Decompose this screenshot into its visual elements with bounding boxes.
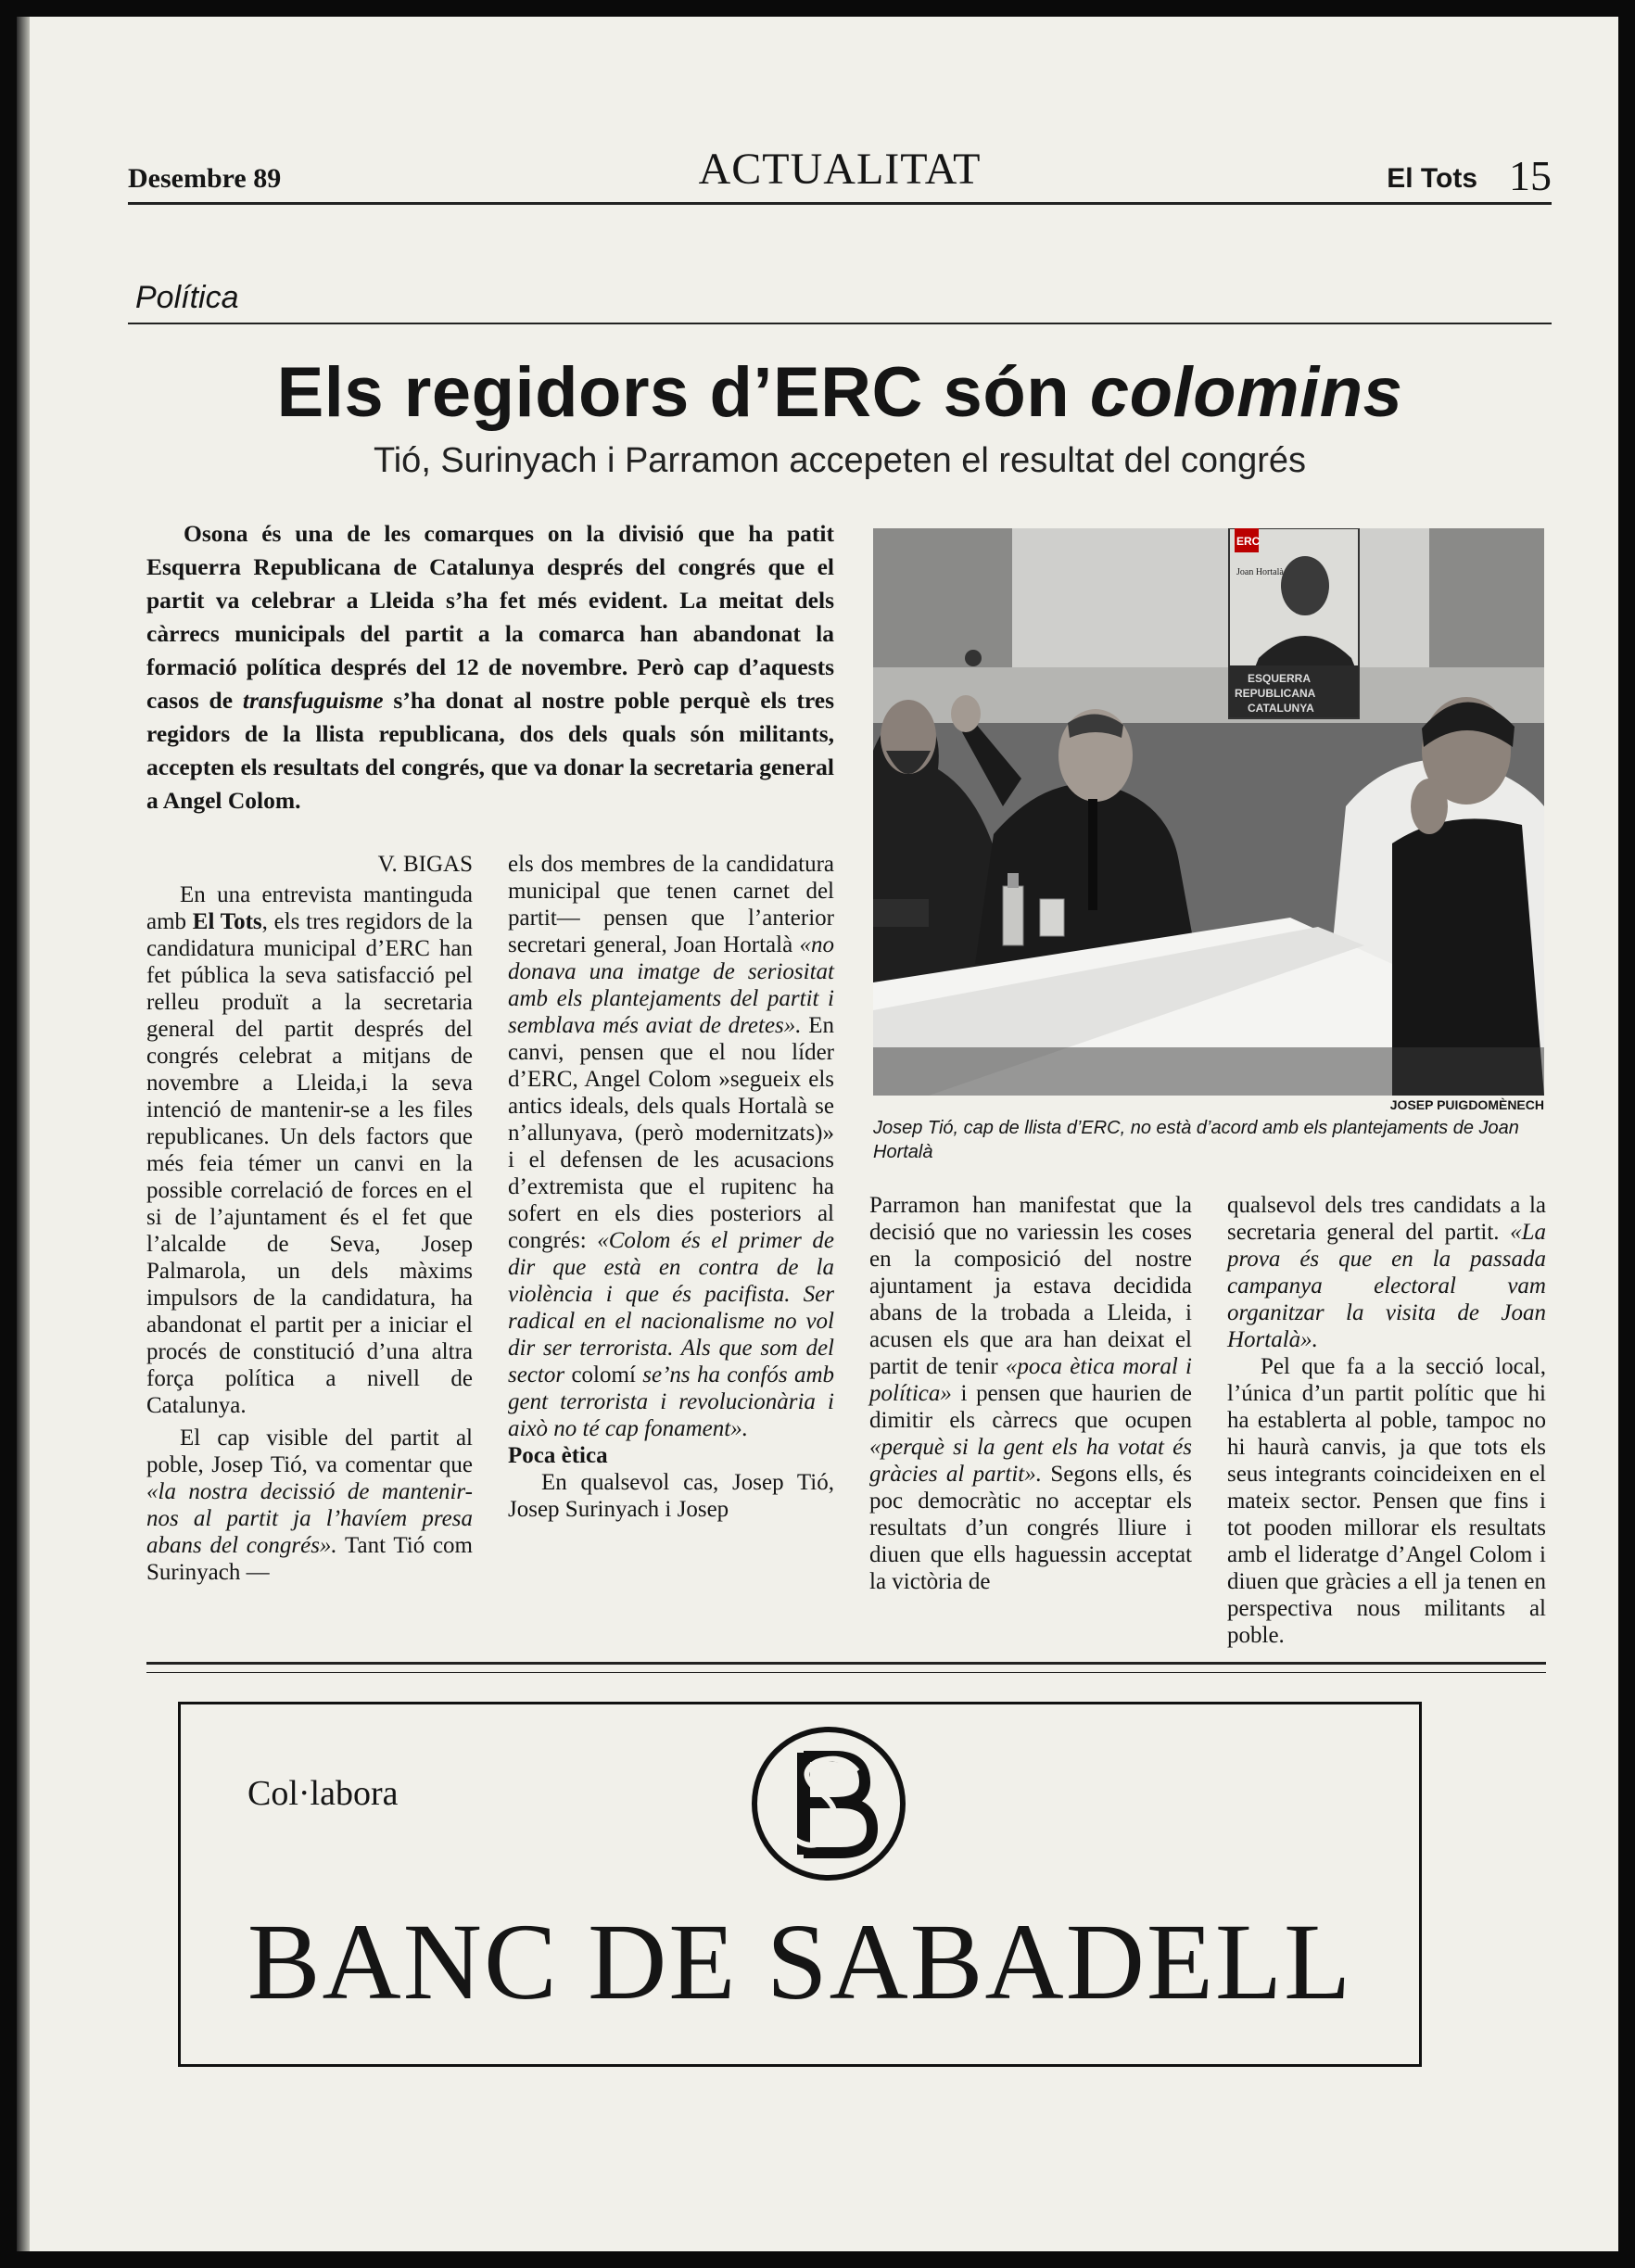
page-number: 15 — [1509, 152, 1552, 199]
paragraph-text: qualsevol dels tres candidats a la secretaria general del partit. — [1227, 1193, 1546, 1245]
quote: «La prova és que en la passada campanya electoral vam organitzar la visita de Joan Hortalà». — [1227, 1220, 1546, 1352]
paragraph-bold: El Tots — [192, 909, 262, 934]
bank-logo-icon — [750, 1725, 907, 1882]
paragraph-text: Segons ells, és poc democràtic no acceptar els resultats d’un congrés lliure i diuen que ells haguessin acceptat la victòria de — [869, 1462, 1193, 1594]
magazine-page — [17, 17, 1618, 2251]
lead-italic: transfuguisme — [242, 687, 384, 714]
article-headline — [128, 352, 1552, 433]
paragraph-text: Tant Tió com Surinyach — — [146, 1533, 474, 1585]
paragraph-text: colomí — [564, 1362, 643, 1387]
column-4 — [1227, 1192, 1546, 1649]
subheading: Poca ètica — [508, 1443, 608, 1468]
lead-text: Osona és una de les comarques on la divisió que ha patit Esquerra Republicana de Catalunya després del congrés que el partit va celebrar a Lleida s’ha fet més evident. La meitat dels càrrecs municipals del partit a la comarca han abandonat la formació política després del 12 de novembre. Però cap d’aquests casos de — [146, 520, 834, 714]
quote: se’ns ha confós amb gent terrorista i revolucionària i això no té cap fonament». — [508, 1362, 834, 1441]
paragraph — [869, 1192, 1192, 1595]
bank-advertisement — [178, 1702, 1422, 2067]
poster-line-2: REPUBLICANA — [1235, 687, 1316, 700]
quote: «Colom és el primer de dir que està en contra de la violència i que és pacifista. Ser radical en el nacionalisme no vol dir ser terrorista. Als que som del sector — [508, 1228, 834, 1387]
poster-line-3: CATALUNYA — [1248, 702, 1314, 715]
poster-name: Joan Hortalà — [1236, 567, 1284, 577]
paragraph — [146, 1425, 473, 1586]
article-subhead: Tió, Surinyach i Parramon accepeten el resultat del congrés — [373, 441, 1307, 480]
page-header — [128, 137, 1552, 205]
quote: «no donava una imatge de seriositat amb els plantejaments del partit i semblava més aviat de dretes». — [508, 932, 834, 1038]
publication-name: El Tots — [1387, 163, 1477, 194]
paragraph-text: En una entrevista mantinguda amb — [146, 882, 473, 934]
paragraph-text: , els tres regidors de la candidatura municipal d’ERC han fet pública la seva satisfacció pel relleu produït a la secretaria general del partit després del congrés celebrat a mitjans de novembre a Lleida,i la seva intenció de mantenir-se a les files republicanes. Un dels factors que més feia témer un canvi en la possible correlació de forces en el si de l’ajuntament és el fet que l’alcalde de Seva, Josep Palmarola, un dels màxims impulsors de la candidatura, ha abandonat el partit per a iniciar el procés de constitució d’una altra força política a nivell de Catalunya. — [146, 909, 473, 1418]
headline-italic: colomins — [1089, 353, 1403, 432]
article-photo — [873, 528, 1544, 1096]
paragraph-text: els dos membres de la candidatura municipal que tenen carnet del partit— pensen que l’anterior secretari general, Joan Hortalà — [508, 852, 834, 957]
kicker-rule — [128, 323, 1552, 324]
quote: «perquè si la gent els ha votat és gràcies al partit». — [869, 1435, 1192, 1487]
section-title: ACTUALITAT — [698, 145, 982, 194]
column-2 — [508, 851, 834, 1523]
byline: V. BIGAS — [377, 852, 473, 877]
photo-illustration — [873, 528, 1544, 1096]
section-divider — [146, 1662, 1546, 1673]
ad-label: Col·labora — [247, 1774, 399, 1813]
poster-line-1: ESQUERRA — [1248, 672, 1312, 685]
paragraph-text: Parramon han manifestat que la decisió que no variessin les coses en la composició del nostre ajuntament ja estava decidida abans de la trobada a Lleida, i acusen els que ara han deixat el partit de tenir — [869, 1193, 1192, 1379]
column-3 — [869, 1192, 1192, 1595]
article-lead — [146, 517, 834, 817]
photo-caption: Josep Tió, cap de llista d’ERC, no està d’acord amb els plantejaments de Joan Hortalà — [873, 1118, 1519, 1162]
column-1 — [146, 851, 473, 1586]
bank-name: BANC DE SABADELL — [247, 1901, 1353, 2022]
paragraph — [146, 881, 473, 1419]
lead-text-2: s’ha donat al nostre poble perquè els tres regidors de la llista republicana, dos dels quals són militants, accepten els resultats del congrés, que va donar la secretaria general a Angel Colom. — [146, 687, 834, 814]
headline-main: Els regidors d’ERC són — [276, 353, 1090, 432]
page-spine — [17, 17, 30, 2251]
paragraph: En qualsevol cas, Josep Tió, Josep Surinyach i Josep — [508, 1470, 834, 1522]
quote: «la nostra decissió de mantenir-nos al partit ja l’havíem presa abans del congrés». — [146, 1479, 473, 1558]
paragraph — [1227, 1192, 1546, 1353]
paragraph-text: i pensen que haurien de dimitir els càrrecs que ocupen — [869, 1381, 1192, 1433]
paragraph-text: En canvi, pensen que el nou líder d’ERC, Angel Colom »segueix els antics ideals, dels quals Hortalà se n’allunyava, (però modernitzats)» i el defensen de les acusacions d’extremista que el rupitenc ha sofert en els dies posteriors al congrés: — [508, 1013, 834, 1253]
paragraph-text: El cap visible del partit al poble, Josep Tió, va comentar que — [146, 1425, 473, 1477]
poster-logo: ERC — [1236, 535, 1261, 548]
article-kicker: Política — [135, 280, 239, 315]
paragraph — [508, 851, 834, 1442]
issue-date: Desembre 89 — [128, 163, 282, 194]
paragraph: Pel que fa a la secció local, l’única d’un partit polític que hi ha establerta al poble, tampoc no hi haurà canvis, ja que tots els seus integrants coincideixen en el mateix sector. Pensen que fins i tot pooden millorar els resultats amb el lideratge d’Angel Colom i diuen que gràcies a ell ja tenen en perspectiva nous militants al poble. — [1227, 1354, 1546, 1648]
quote: «poca ètica moral i política» — [869, 1354, 1192, 1406]
photo-credit: JOSEP PUIGDOMÈNECH — [1389, 1097, 1544, 1112]
